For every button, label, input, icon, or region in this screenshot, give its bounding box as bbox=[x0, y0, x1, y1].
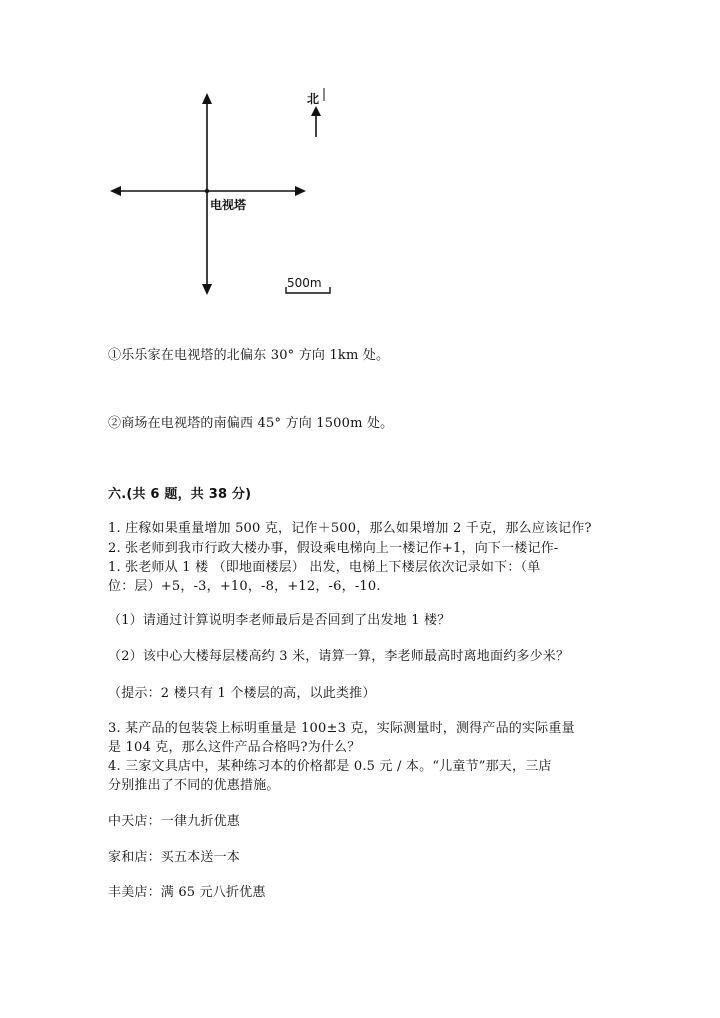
question-2-part-2: （2）该中心大楼每层楼高约 3 米，请算一算，李老师最高时离地面约多少米？ bbox=[108, 649, 570, 664]
answer-line-2: ②商场在电视塔的南偏西 45° 方向 1500m 处。 bbox=[108, 416, 394, 431]
store-jiahe: 家和店：买五本送一本 bbox=[108, 850, 241, 865]
north-label: 北 bbox=[307, 92, 320, 106]
question-3-line-1: 3. 某产品的包装袋上标明重量是 100±3 克，实际测量时，测得产品的实际重量 bbox=[108, 721, 575, 736]
axis-arrow-down bbox=[202, 284, 212, 295]
store-zhongtian: 中天店：一律九折优惠 bbox=[108, 814, 241, 829]
direction-diagram bbox=[0, 0, 720, 320]
store-fengmei: 丰美店：满 65 元八折优惠 bbox=[108, 885, 266, 900]
section-heading: 六.(共 6 题，共 38 分) bbox=[108, 487, 252, 502]
answer-line-1: ①乐乐家在电视塔的北偏东 30° 方向 1km 处。 bbox=[108, 348, 390, 363]
question-2-line-1: 2. 张老师到我市行政大楼办事，假设乘电梯向上一楼记作+1，向下一楼记作- bbox=[108, 541, 559, 556]
tower-point bbox=[205, 189, 209, 193]
question-2-part-1: （1）请通过计算说明李老师最后是否回到了出发地 1 楼？ bbox=[108, 613, 451, 628]
question-3-line-2: 是 104 克，那么这件产品合格吗?为什么？ bbox=[108, 740, 361, 755]
axis-arrow-up bbox=[202, 93, 212, 104]
north-arrow-head bbox=[311, 106, 321, 116]
axis-arrow-right bbox=[295, 186, 306, 196]
question-2-line-2: 1. 张老师从 1 楼 （即地面楼层） 出发，电梯上下楼层依次记录如下：（单 bbox=[108, 560, 541, 575]
question-1: 1. 庄稼如果重量增加 500 克，记作＋500，那么如果增加 2 千克，那么应该记作? bbox=[108, 521, 592, 536]
question-4-line-1: 4. 三家文具店中，某种练习本的价格都是 0.5 元 / 本。“儿童节”那天，三店 bbox=[108, 759, 552, 774]
question-2-hint: （提示：2 楼只有 1 个楼层的高，以此类推） bbox=[108, 686, 376, 701]
scale-label: 500m bbox=[287, 276, 322, 290]
axis-arrow-left bbox=[110, 186, 121, 196]
tv-tower-label: 电视塔 bbox=[210, 198, 247, 212]
question-2-line-3: 位：层）+5，-3，+10，-8，+12，-6，-10. bbox=[108, 579, 381, 594]
direction-diagram-svg bbox=[0, 0, 720, 320]
question-4-line-2: 分别推出了不同的优惠措施。 bbox=[108, 778, 280, 793]
